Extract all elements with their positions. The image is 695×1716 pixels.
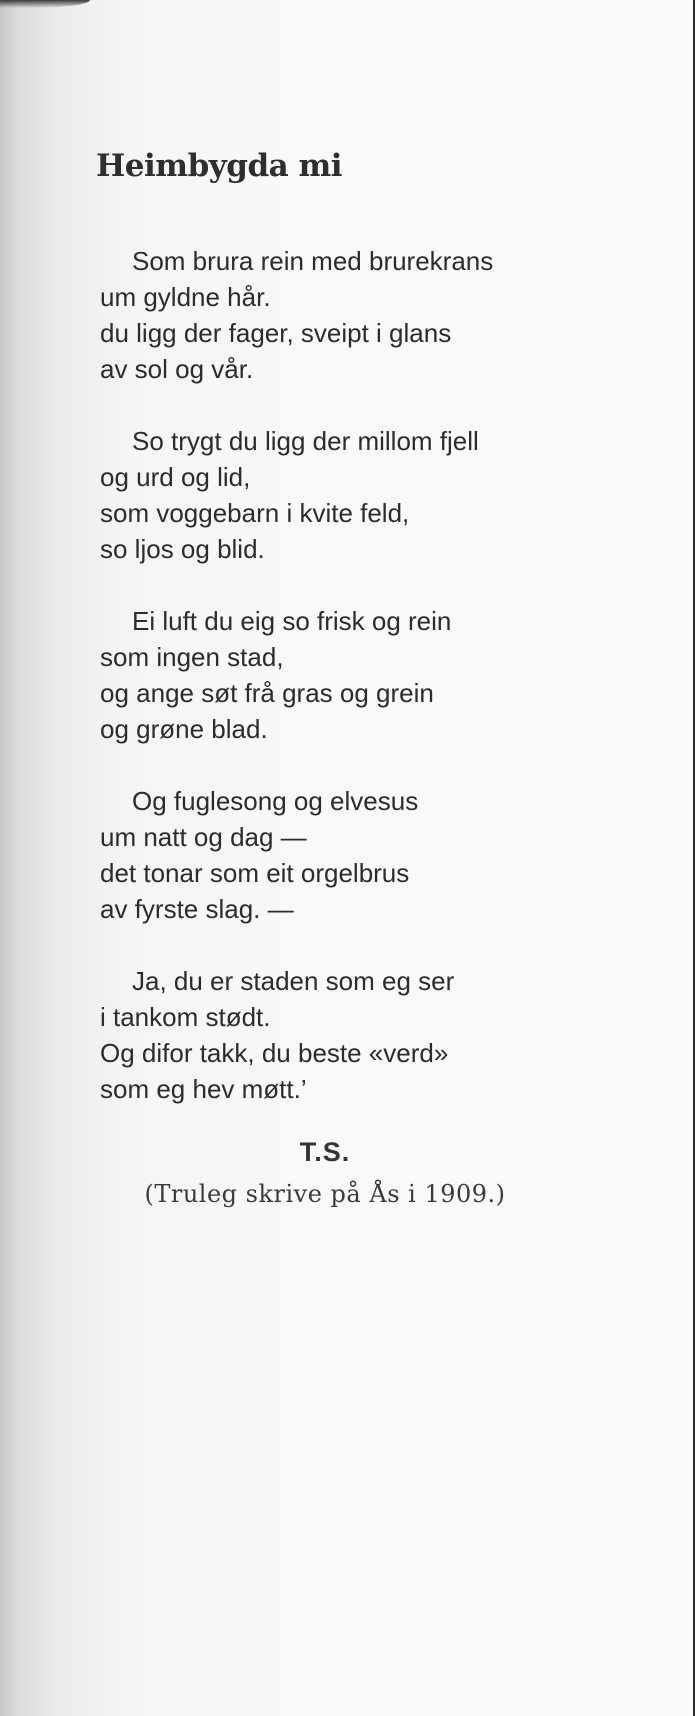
stanza-3	[100, 603, 660, 747]
poem-line: um natt og dag —	[100, 822, 307, 852]
poem-line: du ligg der fager, sveipt i glans	[100, 318, 452, 348]
stanza-1	[100, 243, 660, 387]
poem-line: som voggebarn i kvite feld,	[100, 498, 410, 528]
poem-line: som eg hev møtt.’	[100, 1074, 307, 1104]
poem-line: av fyrste slag. —	[100, 894, 294, 924]
poem-line: Som brura rein med brurekrans	[132, 246, 494, 276]
poem-line: det tonar som eit orgelbrus	[100, 858, 410, 888]
page-corner-shadow	[0, 0, 90, 8]
poem-line: so ljos og blid.	[100, 534, 265, 564]
stanza-2	[100, 423, 660, 567]
poem-line: um gyldne hår.	[100, 282, 271, 312]
poem-line: Ei luft du eig so frisk og rein	[132, 606, 452, 636]
poem-body	[100, 243, 660, 1143]
stanza-5	[100, 963, 660, 1107]
poem-line: og ange søt frå gras og grein	[100, 678, 434, 708]
poem-line: og grøne blad.	[100, 714, 268, 744]
poem-line: Og difor takk, du beste «verd»	[100, 1038, 449, 1068]
poem-line: Ja, du er staden som eg ser	[132, 966, 455, 996]
poem-line: og urd og lid,	[100, 462, 251, 492]
stanza-4	[100, 783, 660, 927]
poem-title: Heimbygda mi	[96, 148, 343, 184]
poem-line: av sol og vår.	[100, 354, 254, 384]
author-signature: T.S.	[299, 1137, 351, 1167]
poem-line: Og fuglesong og elvesus	[132, 786, 419, 816]
poem-line: i tankom stødt.	[100, 1002, 271, 1032]
poem-line: So trygt du ligg der millom fjell	[132, 426, 479, 456]
poem-line: som ingen stad,	[100, 642, 284, 672]
date-note: (Truleg skrive på Ås i 1909.)	[144, 1180, 506, 1208]
